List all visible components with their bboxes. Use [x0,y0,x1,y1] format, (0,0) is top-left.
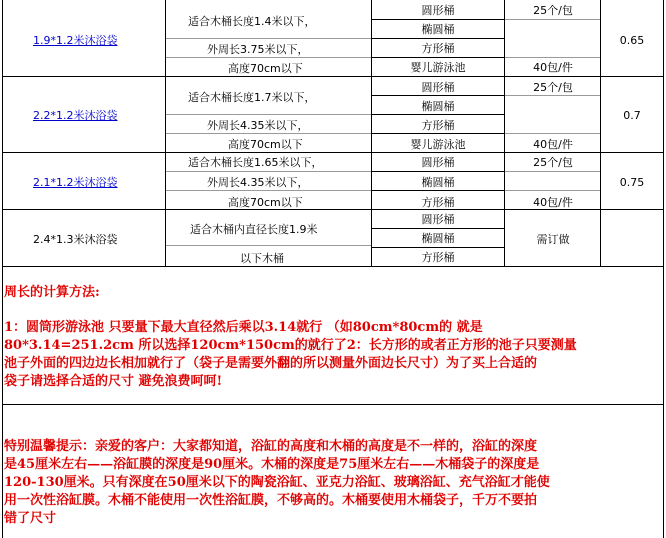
product-2-spec-3: 高度70cm以下 [228,138,303,151]
section-divider [2,404,664,405]
product-4-spec-1: 适合木桶内直径长度1.9米 [190,223,318,236]
inner-line [372,133,504,134]
inner-line [372,171,504,172]
product-1-name[interactable]: 1.9*1.2米沐浴袋 [33,34,118,47]
inner-line [505,133,600,134]
calc-line-1: 1：圆筒形游泳池 只要量下最大直径然后乘以3.14就行 （如80cm*80cm的 就是 [4,320,483,335]
product-3-spec-2: 外周长4.35米以下， [207,176,309,189]
tips-line-5: 错了尺寸 [4,511,57,526]
tips-line-1: 特别温馨提示：亲爱的客户：大家都知道，浴缸的高度和木桶的高度是不一样的，浴缸的深度 [4,439,538,454]
inner-line [372,19,504,20]
product-1-spec-3: 高度70cm以下 [228,62,303,75]
product-3-name[interactable]: 2.1*1.2米沐浴袋 [33,176,118,189]
inner-line [166,38,371,39]
inner-line [372,228,504,229]
inner-line [372,38,504,39]
inner-line [372,190,504,191]
calc-title: 周长的计算方法: [4,285,100,300]
row-divider [2,266,664,267]
product-4-spec-2: 以下木桶 [240,252,284,265]
inner-line [166,245,371,246]
product-2-pack-1: 25个/包 [533,81,573,94]
product-4-type-1: 圆形桶 [421,213,455,226]
inner-line [372,247,504,248]
product-2-type-3: 方形桶 [421,119,455,132]
calc-line-4: 袋子请选择合适的尺寸 避免浪费呵呵! [4,374,223,389]
product-4-type-2: 椭圆桶 [421,232,455,245]
product-1-pack-4: 40包/件 [533,61,573,74]
tips-line-2: 是45厘米左右——浴缸膜的深度是90厘米。木桶的深度是75厘米左右——木桶袋子的深度是 [4,457,540,472]
row-divider [2,76,664,77]
calc-line-2: 80*3.14=251.2cm 所以选择120cm*150cm的就行了2：长方形的或者正方形的池子只要测量 [4,338,577,353]
product-1-type-2: 椭圆桶 [421,23,455,36]
product-3-type-1: 圆形桶 [421,156,455,169]
product-3-spec-3: 高度70cm以下 [228,196,303,209]
inner-line [166,57,371,58]
inner-line [505,19,600,20]
inner-line [372,57,504,58]
product-3-type-2: 椭圆桶 [421,176,455,189]
col-divider [600,0,601,266]
product-1-spec-1: 适合木桶长度1.4米以下， [188,15,316,28]
inner-line [372,95,504,96]
inner-line [505,57,600,58]
product-1-type-3: 方形桶 [421,42,455,55]
product-3-spec-1: 适合木桶长度1.65米以下， [188,156,323,169]
row-divider [2,152,664,153]
product-2-spec-2: 外周长4.35米以下， [207,119,309,132]
inner-line [505,190,600,191]
inner-line [505,171,600,172]
product-2-type-2: 椭圆桶 [421,100,455,113]
inner-line [166,190,371,191]
product-4-type-3: 方形桶 [421,251,455,264]
product-1-price: 0.65 [619,34,645,47]
product-2-price: 0.7 [623,109,641,122]
product-2-spec-1: 适合木桶长度1.7米以下， [188,91,316,104]
product-2-name[interactable]: 2.2*1.2米沐浴袋 [33,109,118,122]
inner-line [505,95,600,96]
row-divider [2,209,664,210]
product-4-name: 2.4*1.3米沐浴袋 [33,233,118,246]
product-1-pack-1: 25个/包 [533,4,573,17]
product-3-pack-3: 40包/件 [533,196,573,209]
inner-line [166,171,371,172]
product-1-type-4: 婴儿游泳池 [410,61,466,74]
product-2-type-1: 圆形桶 [421,81,455,94]
calc-line-3: 池子外面的四边边长相加就行了（袋子是需要外翻的所以测量外面边长尺寸）为了买上合适的 [4,356,538,371]
table-border-left [2,0,3,538]
inner-line [372,114,504,115]
product-4-pack: 需订做 [536,233,570,246]
product-2-type-4: 婴儿游泳池 [410,138,466,151]
product-1-type-1: 圆形桶 [421,4,455,17]
product-2-pack-4: 40包/件 [533,138,573,151]
tips-line-3: 120-130厘米。只有深度在50厘米以下的陶瓷浴缸、亚克力浴缸、玻璃浴缸、充气浴缸才能使 [4,475,550,490]
inner-line [166,133,371,134]
product-3-pack-1: 25个/包 [533,156,573,169]
product-1-spec-2: 外周长3.75米以下， [207,43,309,56]
product-3-type-3: 方形桶 [421,196,455,209]
tips-line-4: 用一次性浴缸膜。木桶不能使用一次性浴缸膜，不够高的。木桶要使用木桶袋子，千万不要拍 [4,493,538,508]
inner-line [166,114,371,115]
product-3-price: 0.75 [619,176,645,189]
